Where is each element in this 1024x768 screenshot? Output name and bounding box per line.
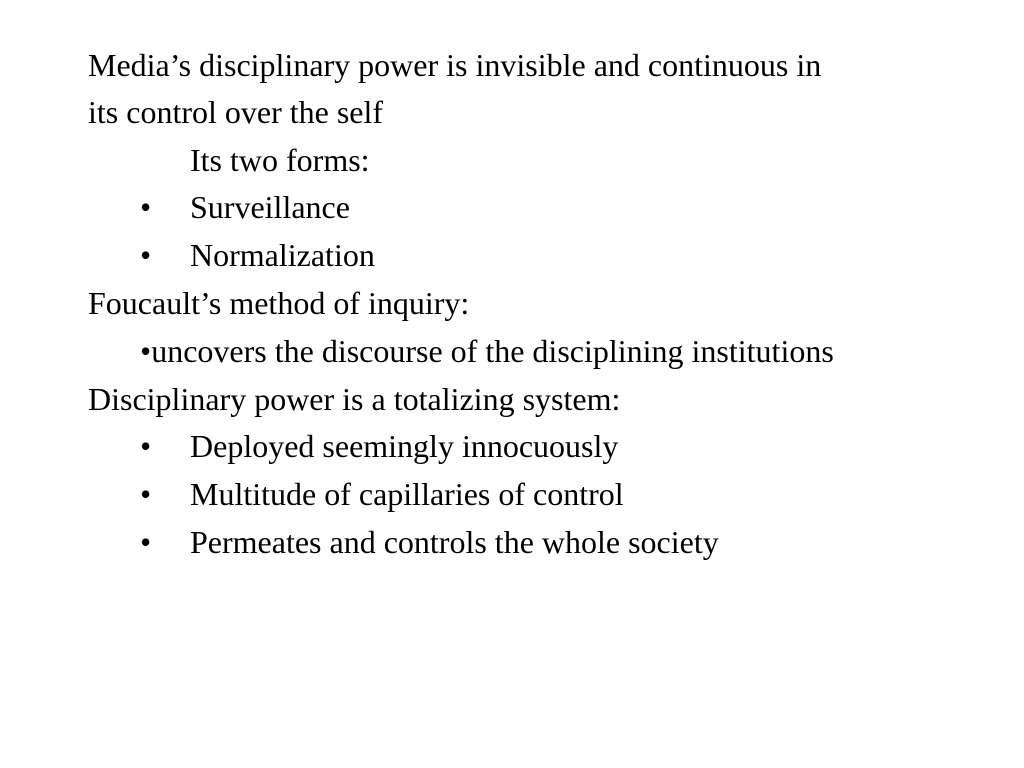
form-item: [140, 187, 350, 227]
form-item-label: Surveillance: [190, 189, 350, 225]
bullet-icon: •: [140, 476, 152, 512]
bullet-icon: •: [140, 189, 152, 225]
totalizing-system-heading: Disciplinary power is a totalizing system:: [88, 381, 621, 417]
system-point-label: Multitude of capillaries of control: [190, 476, 624, 512]
bullet-icon: •: [140, 428, 152, 464]
bullet-icon: •: [140, 237, 152, 273]
forms-heading: Its two forms:: [190, 142, 370, 178]
system-point: [140, 522, 719, 562]
form-item: [140, 235, 375, 275]
system-point-label: Deployed seemingly innocuously: [190, 428, 619, 464]
bullet-icon: •: [140, 524, 152, 560]
foucault-method-item: •uncovers the discourse of the disciplining institutions: [140, 333, 834, 369]
system-point: [140, 474, 624, 514]
system-point: [140, 426, 619, 466]
form-item-label: Normalization: [190, 237, 375, 273]
system-point-label: Permeates and controls the whole society: [190, 524, 719, 560]
statement-media-power: Media’s disciplinary power is invisible and continuous in: [88, 47, 822, 83]
foucault-method-heading: Foucault’s method of inquiry:: [88, 285, 470, 321]
statement-media-power-continued: its control over the self: [88, 94, 384, 130]
